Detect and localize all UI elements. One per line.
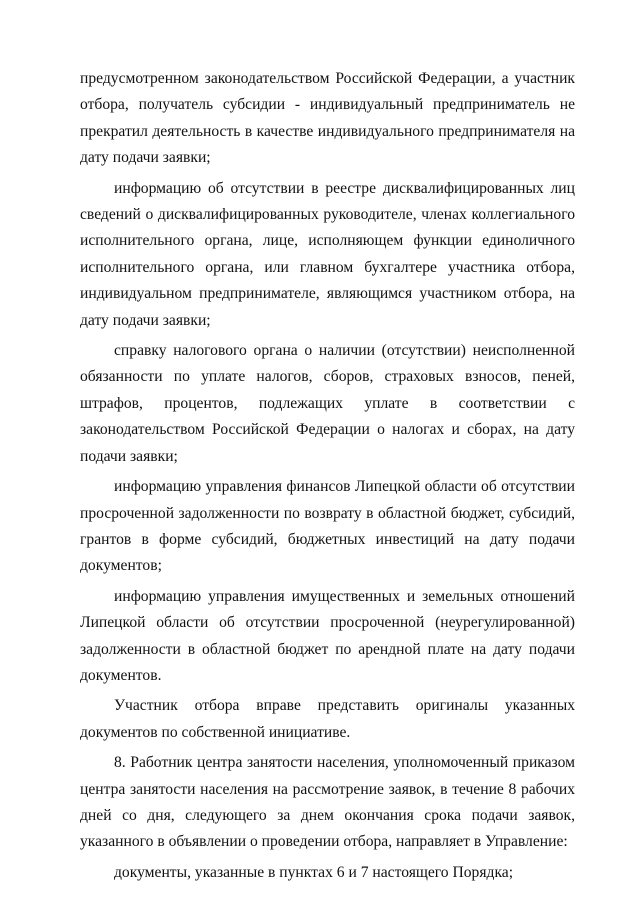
document-body bbox=[80, 66, 575, 886]
paragraph-continuation: предусмотренном законодательством Российской Федерации, а участник отбора, получатель субсидии - индивидуальный предприниматель не прекратил деятельность в качестве индивидуального предпринимателя на дату подачи заявки; bbox=[80, 70, 575, 167]
paragraph-documents-list: документы, указанные в пунктах 6 и 7 настоящего Порядка; bbox=[114, 863, 514, 881]
paragraph-item-8: 8. Работник центра занятости населения, уполномоченный приказом центра занятости населения на рассмотрение заявок, в течение 8 рабочих дней со дня, следующего за днем окончания срока подачи заявок, указанного в объявлении о проведении отбора, направляет в Управление: bbox=[80, 754, 575, 851]
paragraph-originals: Участник отбора вправе представить оригиналы указанных документов по собственной инициативе. bbox=[80, 697, 575, 741]
paragraph-finance-info: информацию управления финансов Липецкой области об отсутствии просроченной задолженности по возврату в областной бюджет, субсидий, грантов в форме субсидий, бюджетных инвестиций на дату подачи документов; bbox=[80, 478, 575, 575]
paragraph-disqualified-registry: информацию об отсутствии в реестре дисквалифицированных лиц сведений о дисквалифицированных руководителе, членах коллегиального исполнительного органа, лице, исполняющем функции единоличного исполнительного органа, или главном бухгалтере участника отбора, индивидуальном предпринимателе, являющимся участником отбора, на дату подачи заявки; bbox=[80, 179, 575, 329]
paragraph-tax-certificate: справку налогового органа о наличии (отсутствии) неисполненной обязанности по уплате налогов, сборов, страховых взносов, пеней, штрафов, процентов, подлежащих уплате в соответствии с законодательством Российской Федерации о налогах и сборах, на дату подачи заявки; bbox=[80, 342, 575, 465]
paragraph-property-info: информацию управления имущественных и земельных отношений Липецкой области об отсутствии просроченной (неурегулированной) задолженности в областной бюджет по арендной плате на дату подачи документов. bbox=[80, 587, 575, 684]
